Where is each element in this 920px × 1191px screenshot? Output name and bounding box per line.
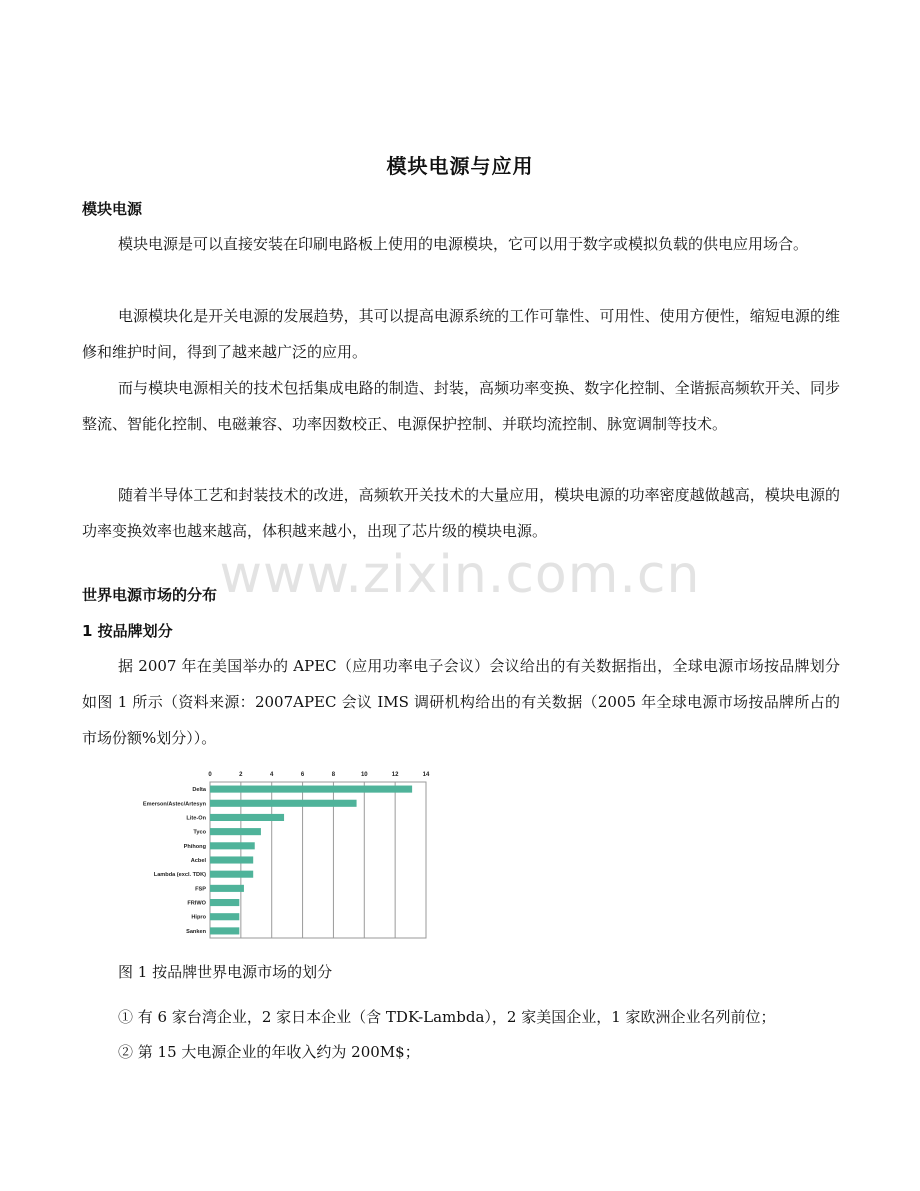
category-label: Delta: [192, 787, 206, 794]
x-tick-label: 6: [300, 772, 305, 778]
x-tick-label: 8: [331, 772, 336, 778]
category-label: Lite-On: [186, 815, 206, 822]
x-tick-label: 2: [239, 772, 243, 778]
section-heading-market: 世界电源市场的分布: [82, 586, 218, 604]
paragraph-market: 据 2007 年在美国举办的 APEC（应用功率电子会议）会议给出的有关数据指出，全球电源市场按品牌划分如图 1 所示（资料来源：2007APEC 会议 IMS 调研机构给出的有关数据（2005 年全球电源市场按品牌所占的市场份额%划分））。: [82, 657, 840, 747]
paragraph-2: 电源模块化是开关电源的发展趋势，其可以提高电源系统的工作可靠性、可用性、使用方便性，缩短电源的维修和维护时间，得到了越来越广泛的应用。: [82, 307, 840, 361]
watermark: www.zixin.com.cn: [219, 545, 701, 605]
category-label: Acbel: [190, 858, 206, 864]
subheading-brand: 1 按品牌划分: [82, 622, 173, 640]
bar-phihong: [210, 842, 255, 849]
note-1: ① 有 6 家台湾企业，2 家日本企业（含 TDK-Lambda），2 家美国企业，1 家欧洲企业名列前位；: [118, 1008, 776, 1026]
x-tick-label: 14: [422, 772, 430, 778]
bar-sanken: [210, 927, 239, 934]
x-tick-label: 0: [208, 772, 212, 778]
category-label: Phihong: [183, 843, 206, 850]
bar-acbel: [210, 856, 253, 863]
category-label: Tyco: [193, 829, 206, 836]
section-heading-module-power: 模块电源: [82, 200, 143, 218]
category-label: Emerson/Astec/Artesyn: [142, 801, 206, 808]
paragraph-1: 模块电源是可以直接安装在印刷电路板上使用的电源模块，它可以用于数字或模拟负载的供电应用场合。: [118, 235, 809, 253]
bar-lite-on: [210, 814, 284, 821]
bar-lambda-excl-tdk-: [210, 871, 253, 878]
category-label: FRIWO: [187, 900, 206, 907]
page-title: 模块电源与应用: [386, 154, 534, 178]
paragraph-3: 而与模块电源相关的技术包括集成电路的制造、封装，高频功率变换、数字化控制、全谐振高频软开关、同步整流、智能化控制、电磁兼容、功率因数校正、电源保护控制、并联均流控制、脉宽调制等技术。: [82, 379, 840, 433]
bar-friwo: [210, 899, 239, 906]
x-tick-label: 12: [391, 772, 399, 778]
category-label: Sanken: [186, 928, 206, 935]
x-tick-label: 4: [270, 772, 274, 778]
bar-hipro: [210, 913, 239, 920]
bar-emerson-astec-artesyn: [210, 800, 357, 807]
note-2: ② 第 15 大电源企业的年收入约为 200M$；: [118, 1043, 420, 1061]
x-tick-label: 10: [360, 772, 368, 778]
category-label: Hipro: [191, 914, 206, 921]
bar-delta: [210, 786, 412, 793]
brand-market-share-chart: [128, 766, 438, 942]
bar-tyco: [210, 828, 261, 835]
bar-fsp: [210, 885, 244, 892]
paragraph-4: 随着半导体工艺和封装技术的改进，高频软开关技术的大量应用，模块电源的功率密度越做越高，模块电源的功率变换效率也越来越高，体积越来越小，出现了芯片级的模块电源。: [82, 486, 840, 540]
category-label: FSP: [195, 886, 206, 893]
figure-caption: 图 1 按品牌世界电源市场的划分: [118, 963, 333, 981]
category-label: Lambda (excl. TDK): [153, 872, 206, 879]
